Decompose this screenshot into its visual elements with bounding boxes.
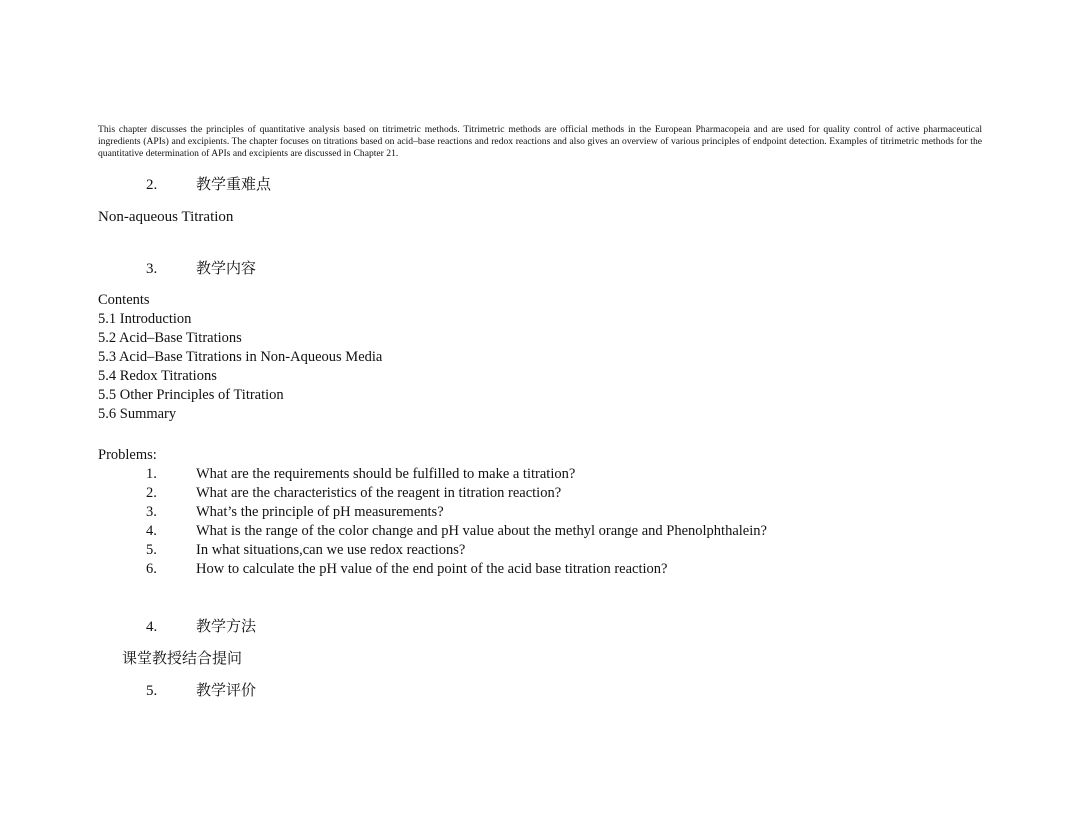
- problem-item: [98, 560, 767, 579]
- chapter-intro-paragraph: This chapter discusses the principles of quantitative analysis based on titrimetric methods. Titrimetric methods are official methods in the European Pharmacopeia and are used for quality control of active pharmaceutical ingredients (APIs) and excipients. The chapter focuses on titrations based on acid–base reactions and redox reactions and also gives an overview of various principles of endpoint detection. Examples of titrimetric methods for the quantitative determination of APIs and excipients are discussed in Chapter 21.: [98, 124, 982, 159]
- section-title: 教学重难点: [196, 177, 272, 193]
- problem-item: [98, 522, 767, 541]
- problem-item: [98, 484, 767, 503]
- problem-text: What are the characteristics of the reagent in titration reaction?: [196, 485, 562, 501]
- contents-item: 5.6 Summary: [98, 406, 177, 422]
- section-title: 教学内容: [196, 261, 257, 277]
- method-body: 课堂教授结合提问: [122, 651, 243, 667]
- section-number: 2.: [146, 177, 158, 193]
- problem-text: What’s the principle of pH measurements?: [196, 504, 444, 520]
- contents-item: 5.2 Acid–Base Titrations: [98, 330, 242, 346]
- problem-item: [98, 465, 767, 484]
- contents-item: 5.5 Other Principles of Titration: [98, 387, 284, 403]
- section-heading-method: [98, 618, 256, 636]
- section-title: 教学评价: [196, 683, 257, 699]
- problem-number: 1.: [146, 466, 157, 482]
- problem-text: What are the requirements should be fulfilled to make a titration?: [196, 466, 576, 482]
- problem-item: [98, 541, 767, 560]
- problem-number: 6.: [146, 561, 157, 577]
- problem-text: In what situations,can we use redox reactions?: [196, 542, 466, 558]
- section-number: 3.: [146, 261, 158, 277]
- contents-title: Contents: [98, 292, 150, 308]
- section-heading-evaluation: [98, 682, 256, 700]
- section-number: 4.: [146, 619, 158, 635]
- contents-item: 5.4 Redox Titrations: [98, 368, 217, 384]
- contents-item: 5.3 Acid–Base Titrations in Non-Aqueous Media: [98, 349, 383, 365]
- contents-list: [98, 291, 382, 424]
- contents-item: 5.1 Introduction: [98, 311, 192, 327]
- problems-list: [98, 465, 767, 579]
- problem-text: How to calculate the pH value of the end point of the acid base titration reaction?: [196, 561, 668, 577]
- difficulties-body: Non-aqueous Titration: [98, 209, 234, 225]
- problem-text: What is the range of the color change and pH value about the methyl orange and Phenolphthalein?: [196, 523, 767, 539]
- problem-number: 2.: [146, 485, 157, 501]
- problem-number: 5.: [146, 542, 157, 558]
- problem-number: 3.: [146, 504, 157, 520]
- section-heading-content: [98, 260, 256, 278]
- problem-number: 4.: [146, 523, 157, 539]
- section-title: 教学方法: [196, 619, 257, 635]
- problem-item: [98, 503, 767, 522]
- section-heading-difficulties: [98, 176, 271, 194]
- problems-title: Problems:: [98, 447, 157, 463]
- section-number: 5.: [146, 683, 158, 699]
